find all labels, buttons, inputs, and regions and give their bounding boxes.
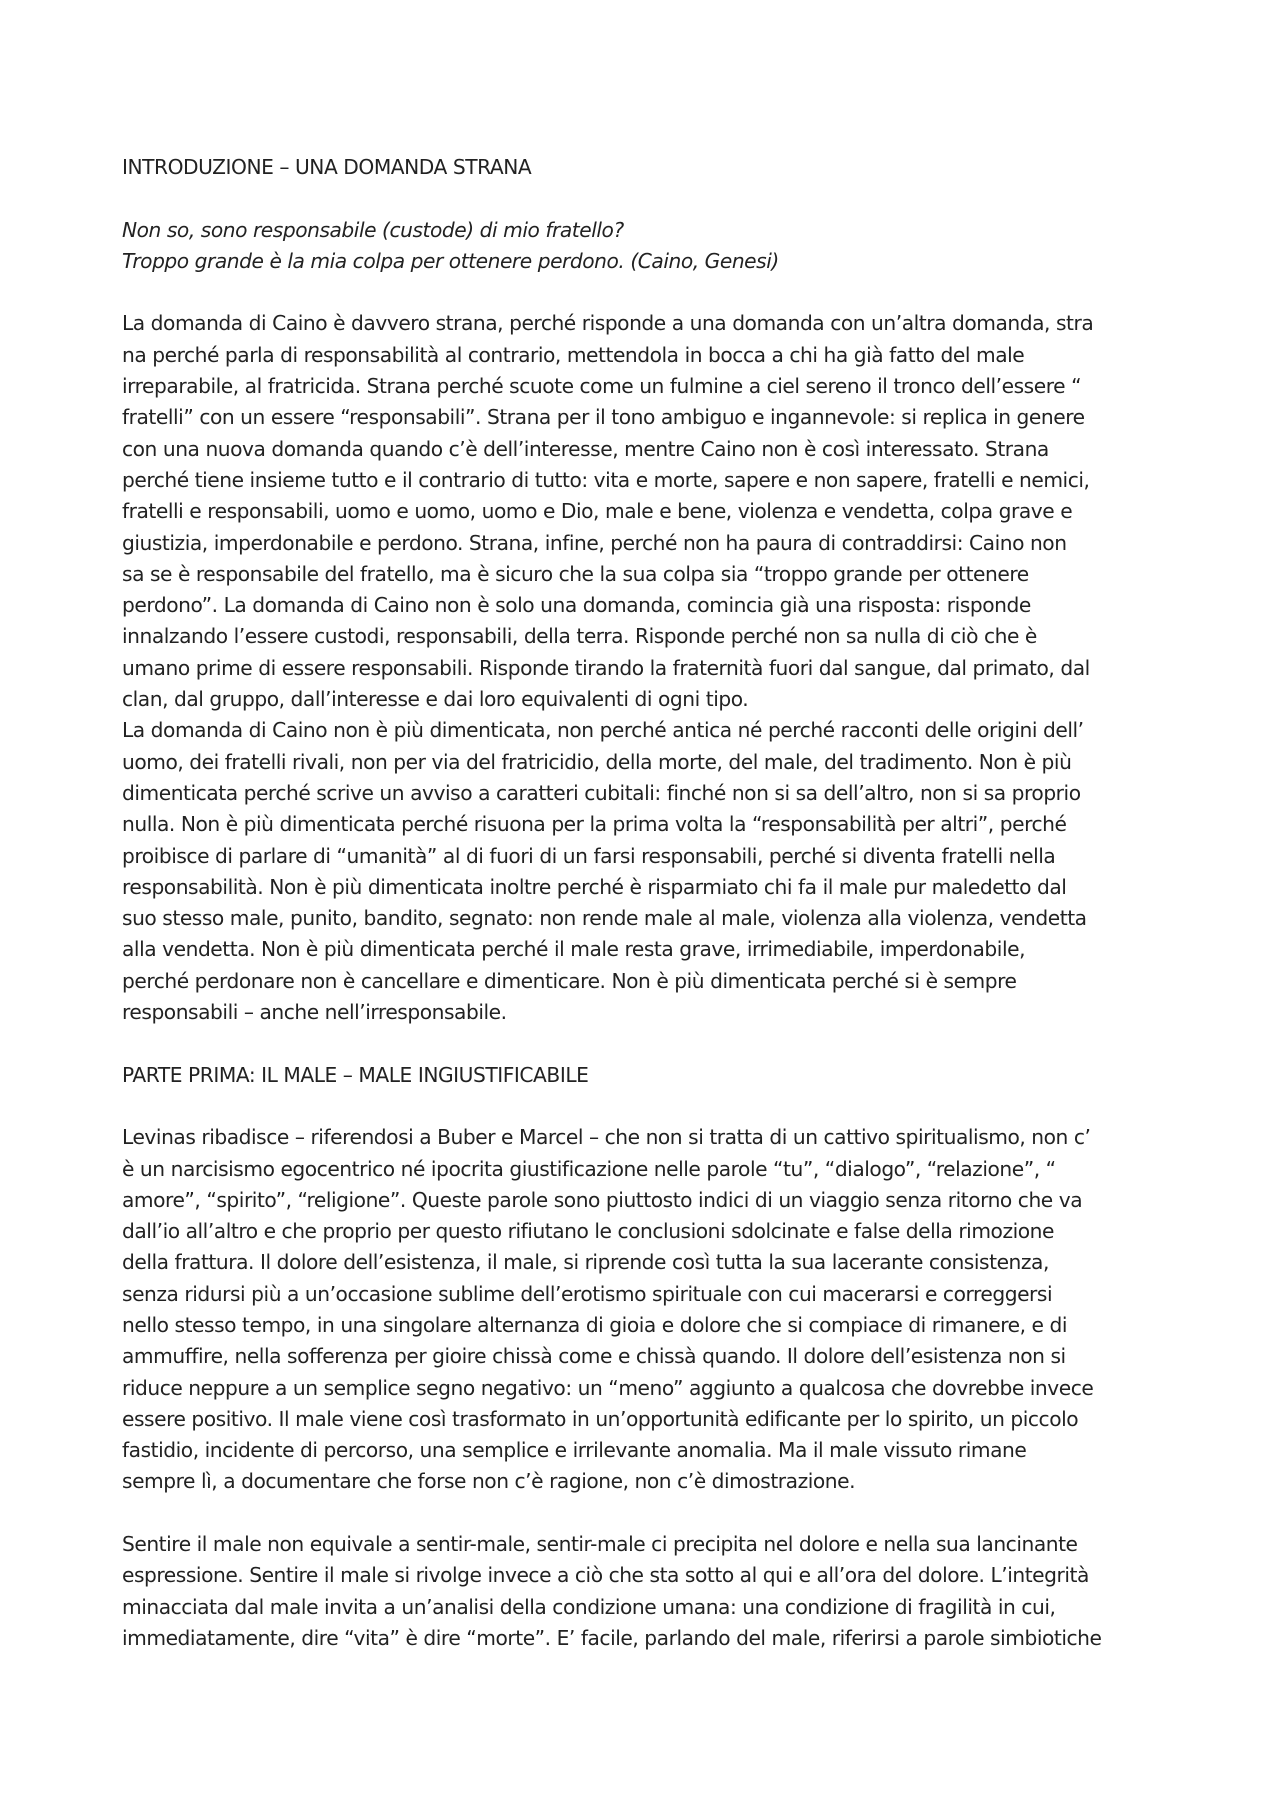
text-line: La domanda di Caino è davvero strana, perché risponde a una domanda con un’altra domanda, stra [122, 311, 1094, 336]
text-line: è un narcisismo egocentrico né ipocrita giustificazione nelle parole “tu”, “dialogo”, “relazione”, “ [122, 1156, 1056, 1181]
text-line: immediatamente, dire “vita” è dire “morte”. E’ facile, parlando del male, riferirsi a parole simbiotiche [122, 1625, 1102, 1650]
document-page [122, 152, 1172, 1654]
text-line: sempre lì, a documentare che forse non c’è ragione, non c’è dimostrazione. [122, 1469, 856, 1494]
text-line: suo stesso male, punito, bandito, segnato: non rende male al male, violenza alla violenza, vendetta [122, 906, 1087, 931]
part-one-heading: PARTE PRIMA: IL MALE – MALE INGIUSTIFICABILE [122, 1062, 589, 1087]
text-line: amore”, “spirito”, “religione”. Queste parole sono piuttosto indici di un viaggio senza ritorno che va [122, 1187, 1083, 1212]
epigraph-quote [122, 215, 1172, 278]
text-line: espressione. Sentire il male si rivolge invece a ciò che sta sotto al qui e all’ora del dolore. L’integrità [122, 1563, 1089, 1588]
text-line: dimenticata perché scrive un avviso a caratteri cubitali: finché non si sa dell’altro, non si sa proprio [122, 780, 1081, 805]
text-line: responsabilità. Non è più dimenticata inoltre perché è risparmiato chi fa il male pur maledetto dal [122, 874, 1067, 899]
text-line: Sentire il male non equivale a sentir-male, sentir-male ci precipita nel dolore e nella sua lancinante [122, 1532, 1078, 1557]
text-line: fratelli e responsabili, uomo e uomo, uomo e Dio, male e bene, violenza e vendetta, colpa grave e [122, 499, 1073, 524]
part-one-paragraph-1 [122, 1122, 1172, 1498]
text-line: alla vendetta. Non è più dimenticata perché il male resta grave, irrimediabile, imperdonabile, [122, 937, 1026, 962]
spacer [122, 183, 1172, 214]
text-line: La domanda di Caino non è più dimenticata, non perché antica né perché racconti delle origini dell’ [122, 718, 1084, 743]
text-line: innalzando l’essere custodi, responsabili, della terra. Risponde perché non sa nulla di ciò che è [122, 624, 1037, 649]
quote-line: Non so, sono responsabile (custode) di mio fratello? [122, 217, 624, 242]
intro-heading: INTRODUZIONE – UNA DOMANDA STRANA [122, 155, 532, 179]
text-line: sa se è responsabile del fratello, ma è sicuro che la sua colpa sia “troppo grande per ottenere [122, 561, 1029, 586]
text-line: della frattura. Il dolore dell’esistenza, il male, si riprende così tutta la sua lacerante consistenza, [122, 1250, 1049, 1275]
part-one-paragraph-2 [122, 1529, 1172, 1654]
text-line: nello stesso tempo, in una singolare alternanza di gioia e dolore che si compiace di rimanere, e di [122, 1312, 1068, 1337]
quote-line: Troppo grande è la mia colpa per ottenere perdono. (Caino, Genesi) [122, 248, 779, 273]
intro-paragraph-2 [122, 715, 1172, 1028]
text-line: responsabili – anche nell’irresponsabile. [122, 1000, 507, 1025]
text-line: fratelli” con un essere “responsabili”. Strana per il tono ambiguo e ingannevole: si replica in genere [122, 405, 1085, 430]
text-line: ammuffire, nella sofferenza per gioire chissà come e chissà quando. Il dolore dell’esistenza non si [122, 1344, 1066, 1369]
spacer [122, 1091, 1172, 1122]
text-line: dall’io all’altro e che proprio per questo rifiutano le conclusioni sdolcinate e false della rimozione [122, 1219, 1054, 1244]
text-line: nulla. Non è più dimenticata perché risuona per la prima volta la “responsabilità per altri”, perché [122, 812, 1067, 837]
text-line: senza ridursi più a un’occasione sublime dell’erotismo spirituale con cui macerarsi e correggersi [122, 1281, 1053, 1306]
text-line: clan, dal gruppo, dall’interesse e dai loro equivalenti di ogni tipo. [122, 687, 749, 712]
text-line: minacciata dal male invita a un’analisi della condizione umana: una condizione di fragilità in cui, [122, 1594, 1056, 1619]
text-line: essere positivo. Il male viene così trasformato in un’opportunità edificante per lo spirito, un piccolo [122, 1406, 1079, 1431]
text-line: proibisce di parlare di “umanità” al di fuori di un farsi responsabili, perché si diventa fratelli nella [122, 843, 1056, 868]
text-line: perché perdonare non è cancellare e dimenticare. Non è più dimenticata perché si è sempre [122, 968, 1017, 993]
text-line: na perché parla di responsabilità al contrario, mettendola in bocca a chi ha già fatto del male [122, 342, 1025, 367]
spacer [122, 277, 1172, 308]
text-line: fastidio, incidente di percorso, una semplice e irrilevante anomalia. Ma il male vissuto rimane [122, 1438, 1027, 1463]
text-line: irreparabile, al fratricida. Strana perché scuote come un fulmine a ciel sereno il tronco dell’essere “ [122, 374, 1082, 399]
spacer [122, 1498, 1172, 1529]
text-line: giustizia, imperdonabile e perdono. Strana, infine, perché non ha paura di contraddirsi: Caino non [122, 530, 1067, 555]
text-line: Levinas ribadisce – riferendosi a Buber e Marcel – che non si tratta di un cattivo spiritualismo, non c’ [122, 1125, 1091, 1150]
spacer [122, 1028, 1172, 1059]
text-line: perdono”. La domanda di Caino non è solo una domanda, comincia già una risposta: risponde [122, 593, 1031, 618]
text-line: umano prime di essere responsabili. Risponde tirando la fraternità fuori dal sangue, dal primato, dal [122, 655, 1090, 680]
text-line: riduce neppure a un semplice segno negativo: un “meno” aggiunto a qualcosa che dovrebbe invece [122, 1375, 1094, 1400]
text-line: uomo, dei fratelli rivali, non per via del fratricidio, della morte, del male, del tradimento. Non è più [122, 749, 1072, 774]
text-line: con una nuova domanda quando c’è dell’interesse, mentre Caino non è così interessato. Strana [122, 436, 1049, 461]
intro-paragraph-1 [122, 308, 1172, 715]
text-line: perché tiene insieme tutto e il contrario di tutto: vita e morte, sapere e non sapere, fratelli e nemici, [122, 467, 1090, 492]
